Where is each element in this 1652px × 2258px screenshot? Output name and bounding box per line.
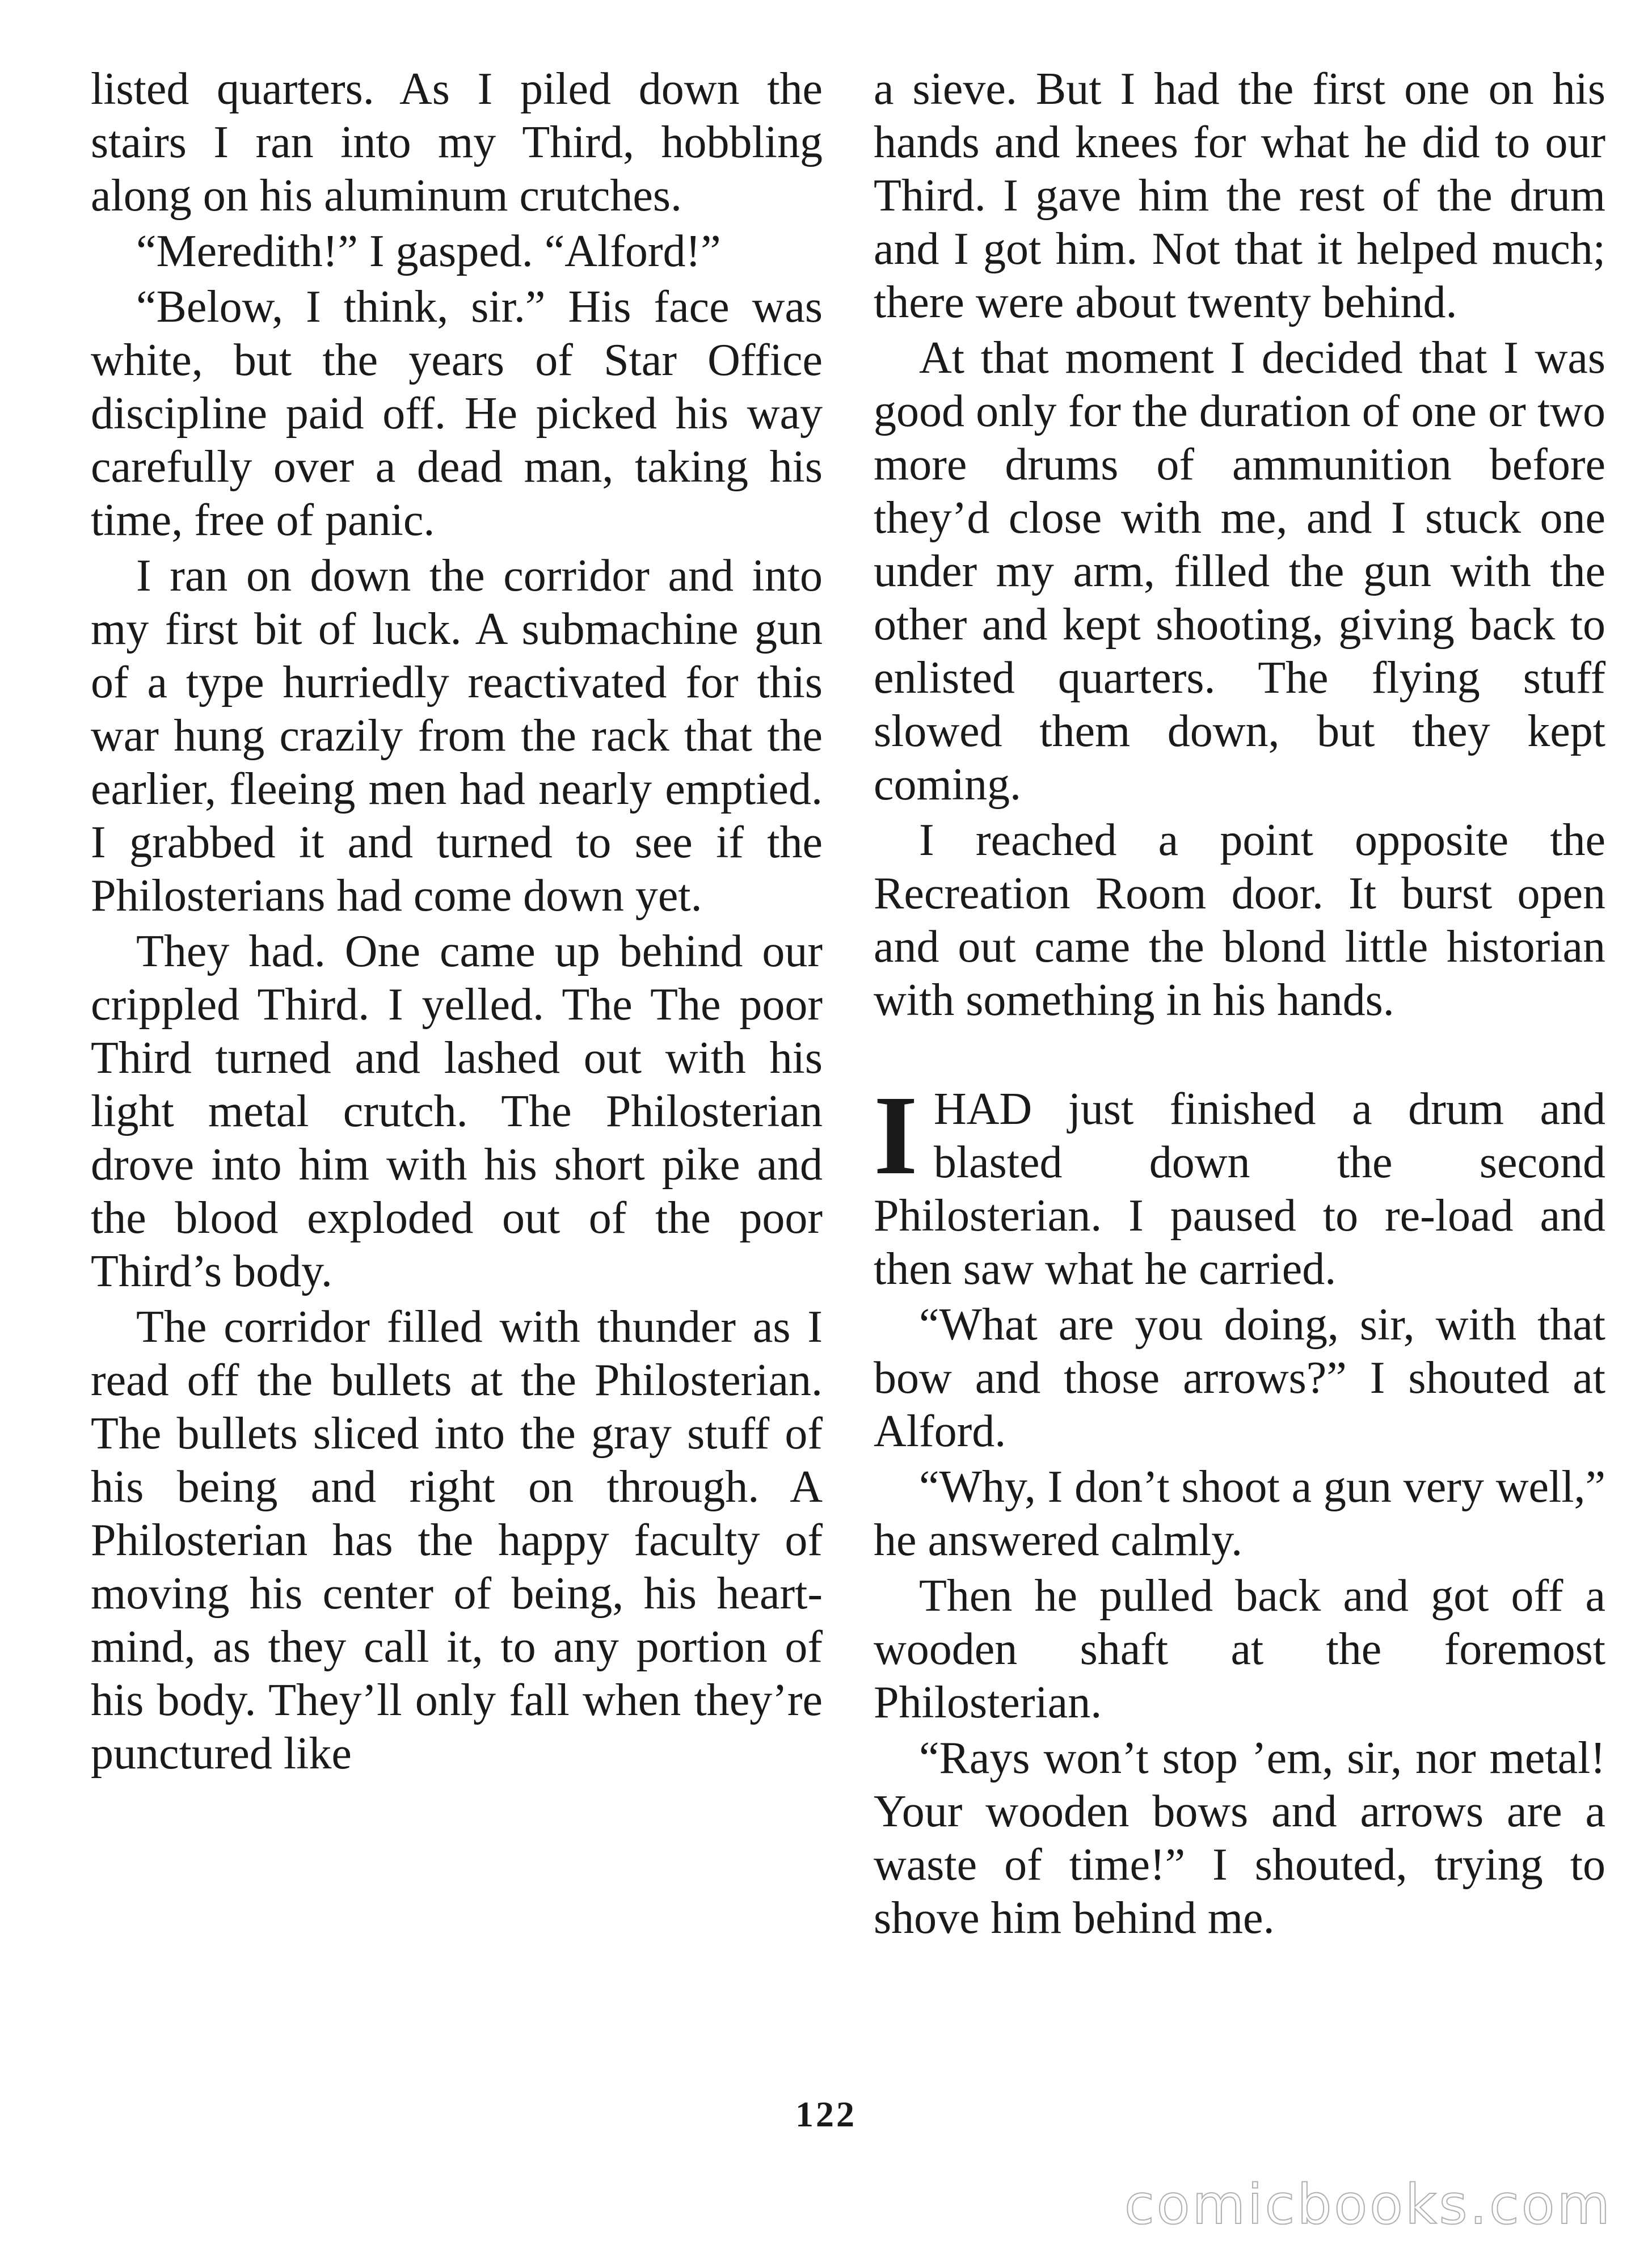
right-column xyxy=(874,62,1605,1947)
paragraph: “Meredith!” I gasped. “Alford!” xyxy=(136,226,721,276)
drop-cap-paragraph xyxy=(874,1073,1605,1296)
paragraph: Then he pulled back and got off a wooden shaft at the foremost Philosterian. xyxy=(874,1571,1605,1728)
drop-cap-letter: I xyxy=(874,1073,918,1198)
paragraph: listed quarters. As I piled down the stairs I ran into my Third, hobbling along on his aluminum crutches. xyxy=(91,64,823,221)
section-break xyxy=(874,1029,1605,1082)
left-column xyxy=(91,62,823,1783)
page-number: 122 xyxy=(795,2094,857,2134)
paragraph: “Rays won’t stop ’em, sir, nor metal! Your wooden bows and arrows are a waste of time!” I shouted, trying to shove him behind me. xyxy=(874,1733,1605,1943)
paragraph: I reached a point opposite the Recreation Room door. It burst open and out came the blond little historian with something in his hands. xyxy=(874,815,1605,1025)
paragraph: The corridor filled with thunder as I read off the bullets at the Philosterian. The bullets sliced into the gray stuff of his being and right on through. A Philosterian has the happy faculty of moving his center of being, his heart-mind, as they call it, to any portion of his body. They’ll only fall when they’re punctured like xyxy=(91,1302,823,1779)
watermark: comicbooks.com xyxy=(1124,2173,1612,2236)
paragraph: “Why, I don’t shoot a gun very well,” he answered calmly. xyxy=(874,1462,1605,1565)
drop-cap-first-word: HAD xyxy=(933,1084,1032,1134)
paragraph: At that moment I decided that I was good only for the duration of one or two more drums of ammunition before they’d close with me, and I stuck one under my arm, filled the gun with the other and kept shooting, giving back to enlisted quarters. The flying stuff slowed them down, but they kept coming. xyxy=(874,333,1605,810)
paragraph: I ran on down the corridor and into my first bit of luck. A submachine gun of a type hurriedly reactivated for this war hung crazily from the rack that the earlier, fleeing men had nearly emptied. I grabbed it and turned to see if the Philosterians had come down yet. xyxy=(91,551,823,921)
paragraph: “Below, I think, sir.” His face was white, but the years of Star Office discipline paid off. He picked his way carefully over a dead man, taking his time, free of panic. xyxy=(91,282,823,545)
drop-cap-rest: just finished a drum and blasted down the second Philosterian. I paused to re-load and then saw what he carried. xyxy=(874,1084,1605,1294)
paragraph: a sieve. But I had the first one on his hands and knees for what he did to our Third. I gave him the rest of the drum and I got him. Not that it helped much; there were about twenty behind. xyxy=(874,64,1605,327)
paragraph: They had. One came up behind our crippled Third. I yelled. The The poor Third turned and lashed out with his light metal crutch. The Philosterian drove into him with his short pike and the blood exploded out of the poor Third’s body. xyxy=(91,926,823,1296)
paragraph: “What are you doing, sir, with that bow and those arrows?” I shouted at Alford. xyxy=(874,1300,1605,1456)
